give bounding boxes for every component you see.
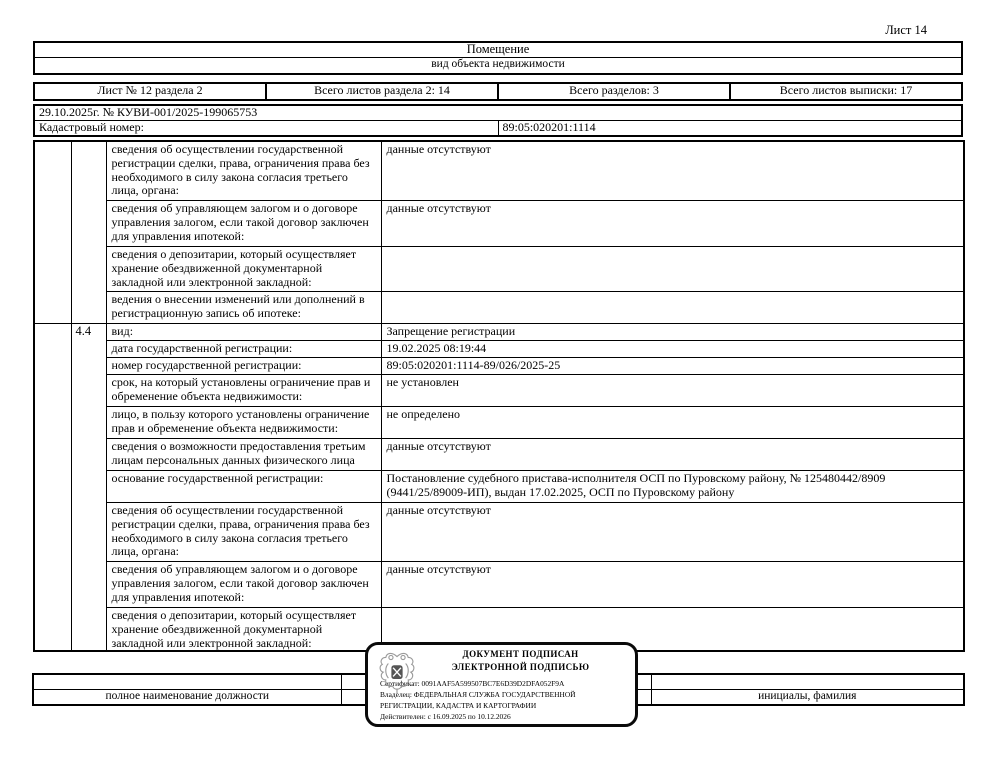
- position-name-label: полное наименование должности: [33, 690, 341, 705]
- certificate-value: 0091AAF5A599507BC7E6D39D2DFA052F9A: [421, 679, 565, 688]
- sheet-info-cell: Всего листов раздела 2: 14: [266, 83, 498, 100]
- section-number-cell: 4.4: [71, 324, 106, 652]
- subsection-column-cell: [71, 141, 106, 324]
- restrictions-table: [33, 140, 965, 652]
- owner-value: ФЕДЕРАЛЬНАЯ СЛУЖБА ГОСУДАРСТВЕННОЙ РЕГИСТРАЦИИ, КАДАСТРА И КАРТОГРАФИИ: [380, 690, 576, 710]
- stamp-certificate-line: [380, 678, 627, 689]
- row-value: Постановление судебного пристава-исполнителя ОСП по Пуровскому району, № 125480442/8909 (9441/25/89009-ИП), выдан 17.02.2025, ОСП по Пуровскому району: [381, 471, 964, 503]
- section-column-cell: [34, 324, 71, 652]
- row-label: сведения о депозитарии, который осуществляет хранение обездвиженной документарной закладной или электронной закладной:: [106, 608, 381, 652]
- stamp-title-line2: ЭЛЕКТРОННОЙ ПОДПИСЬЮ: [451, 662, 590, 672]
- row-value: [381, 247, 964, 292]
- row-value: 19.02.2025 08:19:44: [381, 341, 964, 358]
- sheet-info-cell: Лист № 12 раздела 2: [34, 83, 266, 100]
- row-value: Запрещение регистрации: [381, 324, 964, 341]
- table-row: [34, 324, 964, 341]
- sheet-info-cell: Всего разделов: 3: [498, 83, 730, 100]
- table-row: [34, 141, 964, 201]
- cadastral-number-value: 89:05:020201:1114: [498, 120, 962, 135]
- table-row: [34, 375, 964, 407]
- row-value: данные отсутствуют: [381, 562, 964, 608]
- rosreestr-emblem-icon: [378, 650, 416, 701]
- signature-empty-cell: [33, 674, 341, 690]
- stamp-title-line1: ДОКУМЕНТ ПОДПИСАН: [462, 649, 579, 659]
- row-label: лицо, в пользу которого установлены ограничение прав и обременение объекта недвижимости:: [106, 407, 381, 439]
- object-kind-value: Помещение: [34, 42, 962, 58]
- row-value: данные отсутствуют: [381, 439, 964, 471]
- table-row: [34, 503, 964, 562]
- stamp-validity-line: Действителен: с 16.09.2025 по 10.12.2026: [380, 712, 511, 721]
- section-column-cell: [34, 141, 71, 324]
- object-kind-caption: вид объекта недвижимости: [34, 58, 962, 75]
- sheet-info-table: [33, 82, 963, 101]
- object-kind-table: [33, 41, 963, 75]
- table-row: [34, 247, 964, 292]
- row-label: сведения о депозитарии, который осуществляет хранение обездвиженной документарной закладной или электронной закладной:: [106, 247, 381, 292]
- row-label: сведения об управляющем залогом и о договоре управления залогом, если такой договор заключен для управления ипотекой:: [106, 562, 381, 608]
- stamp-owner-line: [380, 689, 627, 711]
- row-label: номер государственной регистрации:: [106, 358, 381, 375]
- row-label: дата государственной регистрации:: [106, 341, 381, 358]
- row-value: данные отсутствуют: [381, 503, 964, 562]
- row-value: 89:05:020201:1114-89/026/2025-25: [381, 358, 964, 375]
- table-row: [34, 341, 964, 358]
- row-label: вид:: [106, 324, 381, 341]
- row-label: основание государственной регистрации:: [106, 471, 381, 503]
- row-value: данные отсутствуют: [381, 201, 964, 247]
- table-row: [34, 292, 964, 324]
- table-row: [34, 471, 964, 503]
- table-row: [34, 439, 964, 471]
- certificate-label: Сертификат:: [380, 679, 420, 688]
- table-row: [34, 201, 964, 247]
- row-label: срок, на который установлены ограничение прав и обременение объекта недвижимости:: [106, 375, 381, 407]
- row-value: не определено: [381, 407, 964, 439]
- row-value: не установлен: [381, 375, 964, 407]
- cadastral-number-label: Кадастровый номер:: [34, 120, 498, 135]
- signature-empty-cell: [651, 674, 964, 690]
- sheet-number-label: Лист 14: [885, 23, 927, 37]
- row-label: сведения об осуществлении государственной регистрации сделки, права, ограничения права без необходимого в силу закона согласия третьего лица, органа:: [106, 503, 381, 562]
- row-value: [381, 292, 964, 324]
- initials-label: инициалы, фамилия: [651, 690, 964, 705]
- row-label: сведения о возможности предоставления третьим лицам персональных данных физического лица: [106, 439, 381, 471]
- owner-label: Владелец:: [380, 690, 412, 699]
- row-label: сведения об осуществлении государственной регистрации сделки, права, ограничения права без необходимого в силу закона согласия третьего лица, органа:: [106, 141, 381, 201]
- request-number: 29.10.2025г. № КУВИ-001/2025-199065753: [34, 105, 962, 120]
- row-label: сведения об управляющем залогом и о договоре управления залогом, если такой договор заключен для управления ипотекой:: [106, 201, 381, 247]
- request-info-table: [33, 104, 963, 137]
- table-row: [34, 358, 964, 375]
- signature-stamp: [365, 642, 638, 727]
- row-label: ведения о внесении изменений или дополнений в регистрационную запись об ипотеке:: [106, 292, 381, 324]
- sheet-info-cell: Всего листов выписки: 17: [730, 83, 962, 100]
- row-value: данные отсутствуют: [381, 141, 964, 201]
- table-row: [34, 407, 964, 439]
- table-row: [34, 562, 964, 608]
